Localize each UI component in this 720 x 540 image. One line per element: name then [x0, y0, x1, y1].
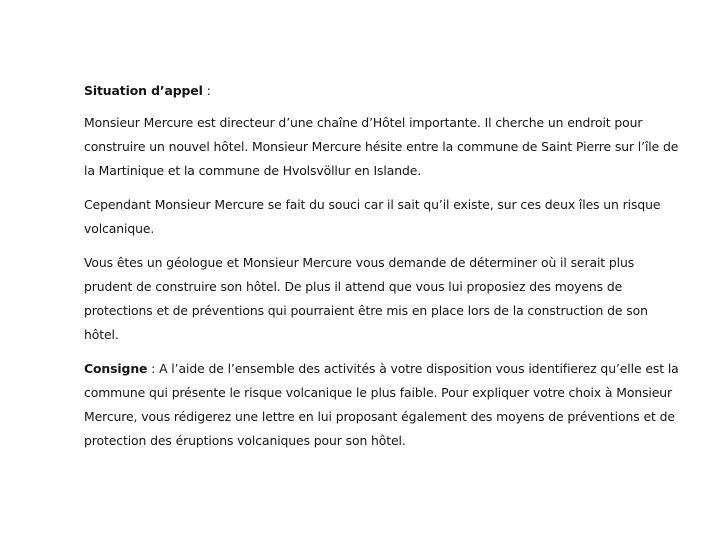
paragraph-context: Monsieur Mercure est directeur d’une chaîne d’Hôtel importante. Il cherche un endroit pour construire un nouvel hôtel. Monsieur Mercure hésite entre la commune de Saint Pierre sur l’île de la Martinique et la commune de Hvolsvöllur en Islande. — [84, 115, 679, 178]
consigne-paragraph — [84, 357, 684, 453]
paragraph-mission: Vous êtes un géologue et Monsieur Mercure vous demande de déterminer où il serait plus prudent de construire son hôtel. De plus il attend que vous lui proposiez des moyens de protections et de préventions qui pourraient être mis en place lors de la construction de son hôtel. — [84, 255, 648, 342]
situation-label: Situation d’appel — [84, 83, 203, 98]
situation-heading — [84, 79, 684, 103]
paragraph-concern: Cependant Monsieur Mercure se fait du souci car il sait qu’il existe, sur ces deux îles un risque volcanique. — [84, 197, 661, 236]
document-content — [84, 79, 684, 463]
consigne-label: Consigne — [84, 361, 148, 376]
situation-suffix: : — [202, 83, 211, 98]
consigne-text: : A l’aide de l’ensemble des activités à votre disposition vous identifierez qu’elle est la commune qui présente le risque volcanique le plus faible. Pour expliquer votre choix à Monsieur Mercure, vous rédigerez une lettre en lui proposant également des moyens de préventions et de protection des éruptions volcaniques pour son hôtel. — [84, 361, 679, 448]
